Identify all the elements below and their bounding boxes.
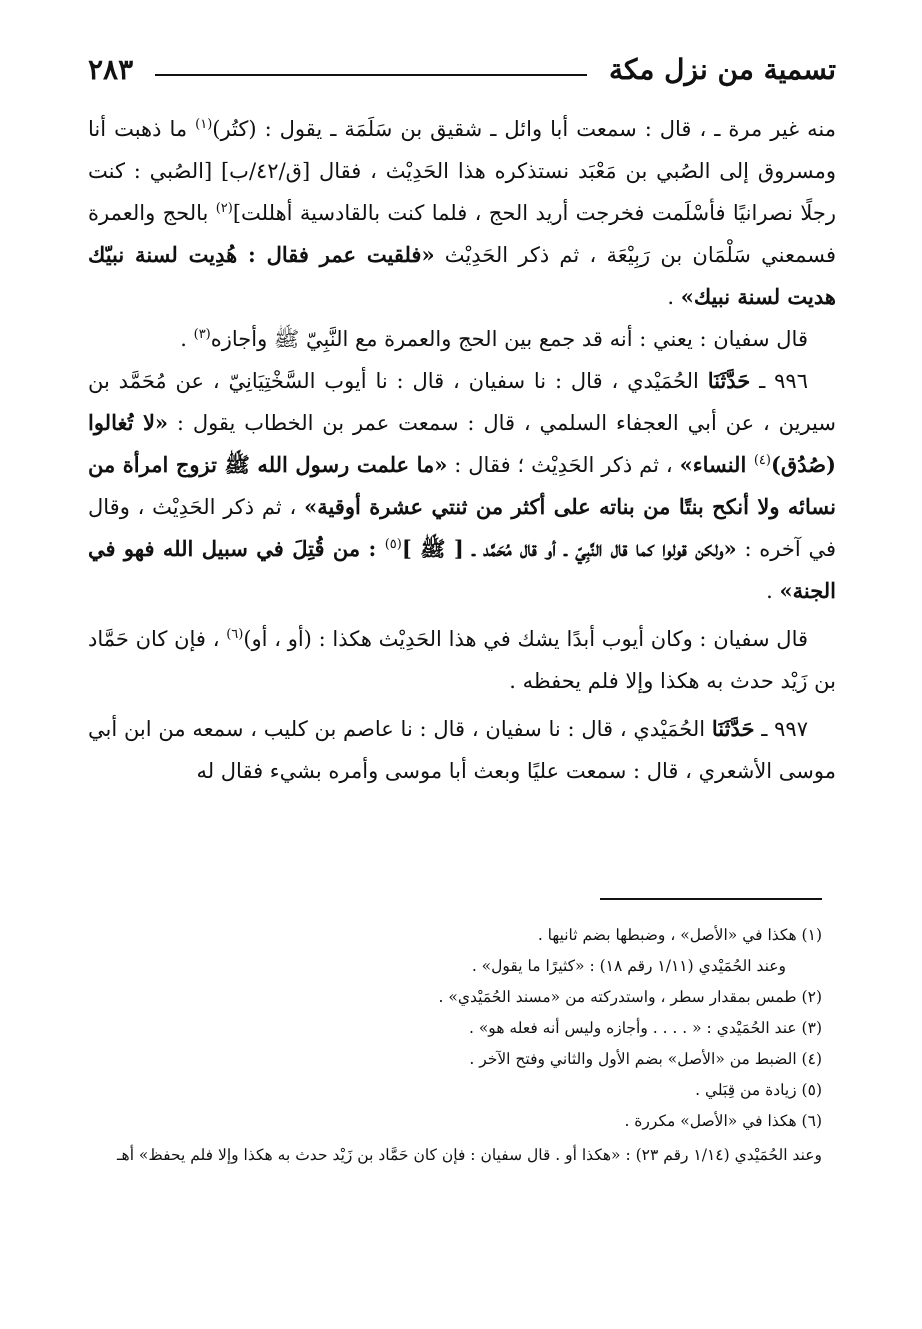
footnote-5: (٥) زيادة من قِبَلي .	[695, 1081, 822, 1099]
p5-text-1: الحُمَيْدي ، قال : نا سفيان ، قال : نا عاصم بن كليب ، سمعه من ابن أبي موسى الأشعري ، قال : سمعت عليًا وبعث أبا موسى وأمره بشيء فقال له	[88, 717, 836, 783]
p1-text-2: ما ذهبت أنا ومسروق إلى الصُبي بن مَعْبَد نستذكره هذا الحَدِيْث ، فقال [ق/٤٢/ب] [الصُبي : كنت رجلًا نصرانيًا فأسْلَمت فخرجت أريد الحج ، فلما كنت بالقادسية أهللت]	[88, 117, 836, 225]
footnote-2: (٢) طمس بمقدار سطر ، واستدركته من «مسند الحُمَيْدي» .	[438, 988, 822, 1006]
p1-text-1: منه غير مرة ـ ، قال : سمعت أبا وائل ـ شقيق بن سَلَمَة ـ يقول : (كتُر)	[212, 117, 836, 141]
p2-text: قال سفيان : يعني : أنه قد جمع بين الحج والعمرة مع النَّبِيّ ﷺ وأجازه	[210, 327, 808, 351]
footnote-ref-2: (٢)	[215, 201, 233, 216]
hadith-number-996: ٩٩٦ ـ	[750, 369, 808, 393]
footnote-1: (١) هكذا في «الأصل» ، وضبطها بضم ثانيها .	[537, 926, 822, 944]
p3-quote-3: «ولكن قولوا كما قال النَّبِيّ ـ أو قال مُحَمَّد ـ [ ﷺ ]	[401, 536, 737, 561]
footnote-ref-6: (٦)	[226, 627, 244, 642]
paragraph-4	[88, 618, 836, 702]
page-number: ٢٨٣	[88, 52, 134, 86]
footnote-ref-1: (١)	[195, 117, 213, 132]
paragraph-1	[88, 108, 836, 318]
page-header	[88, 44, 836, 94]
p3-quote-3b: : من قُتِلَ في سبيل الله فهو في الجنة»	[88, 536, 836, 603]
p3-text-2: ، ثم ذكر الحَدِيْث ؛ فقال :	[447, 453, 680, 477]
p1-text-4: .	[667, 285, 681, 309]
footnote-ref-4: (٤)	[753, 453, 771, 468]
footnote-separator	[600, 898, 822, 900]
p3-text-1: الحُمَيْدي ، قال : نا سفيان ، قال : نا أيوب السَّخْتِيَانِيّ ، عن مُحَمَّد بن سيرين ، عن أبي العجفاء السلمي ، قال : سمعت عمر بن الخطاب يقول :	[88, 369, 836, 435]
footnote-6: (٦) هكذا في «الأصل» مكررة .	[624, 1112, 822, 1130]
p3-quote-1b: النساء»	[679, 452, 754, 477]
p3-haddathana: حَدَّثَنَا	[707, 368, 751, 393]
header-rule	[155, 74, 587, 76]
main-text	[88, 108, 836, 792]
p1-hadith-quote: «فلقيت عمر فقال : هُدِيت لسنة نبيّك هديت لسنة نبيك»	[88, 242, 836, 309]
paragraph-hadith-996	[88, 360, 836, 612]
p2-end: .	[180, 327, 194, 351]
paragraph-2	[88, 318, 836, 360]
p5-haddathana: حَدَّثَنَا	[711, 716, 755, 741]
paragraph-hadith-997	[88, 708, 836, 792]
footnotes	[90, 920, 822, 1172]
p4-text-2: ، فإن كان حَمَّاد بن زَيْد حدث به هكذا وإلا فلم يحفظه .	[88, 627, 836, 693]
p3-text-4: .	[766, 579, 780, 603]
footnote-6-continuation: وعند الحُمَيْدي (١/١٤ رقم ٢٣) : «هكذا أو . قال سفيان : فإن كان حَمَّاد بن زَيْد حدث به هكذا وإلا فلم يحفظ» أهـ	[116, 1146, 822, 1164]
footnote-4: (٤) الضبط من «الأصل» بضم الأول والثاني وفتح الآخر .	[469, 1050, 822, 1068]
footnote-ref-3: (٣)	[193, 327, 211, 342]
hadith-number-997: ٩٩٧ ـ	[754, 717, 808, 741]
p3-text-3: ، ثم ذكر الحَدِيْث ، وقال في آخره :	[88, 495, 836, 561]
p4-text-1: قال سفيان : وكان أيوب أبدًا يشك في هذا الحَدِيْث هكذا : (أو ، أو)	[243, 627, 809, 651]
p3-quote-2: «ما علمت رسول الله ﷺ تزوج امرأة من نسائه ولا أنكح بنتًا من بناته على أكثر من ثنتي عشرة أوقية»	[88, 452, 836, 519]
footnote-3: (٣) عند الحُمَيْدي : « . . . . وأجازه وليس أنه فعله هو» .	[468, 1019, 822, 1037]
p1-text-3: بالحج والعمرة فسمعني سَلْمَان بن رَبِيْعَة ، ثم ذكر الحَدِيْث	[88, 201, 836, 267]
footnote-1-continuation: وعند الحُمَيْدي (١/١١ رقم ١٨) : «كثيرًا ما يقول» .	[471, 957, 786, 975]
p3-quote-1: «لا تُغالوا (صُدُق)	[88, 410, 836, 477]
running-title: تسمية من نزل مكة	[608, 52, 836, 86]
footnote-ref-5: (٥)	[384, 537, 402, 552]
